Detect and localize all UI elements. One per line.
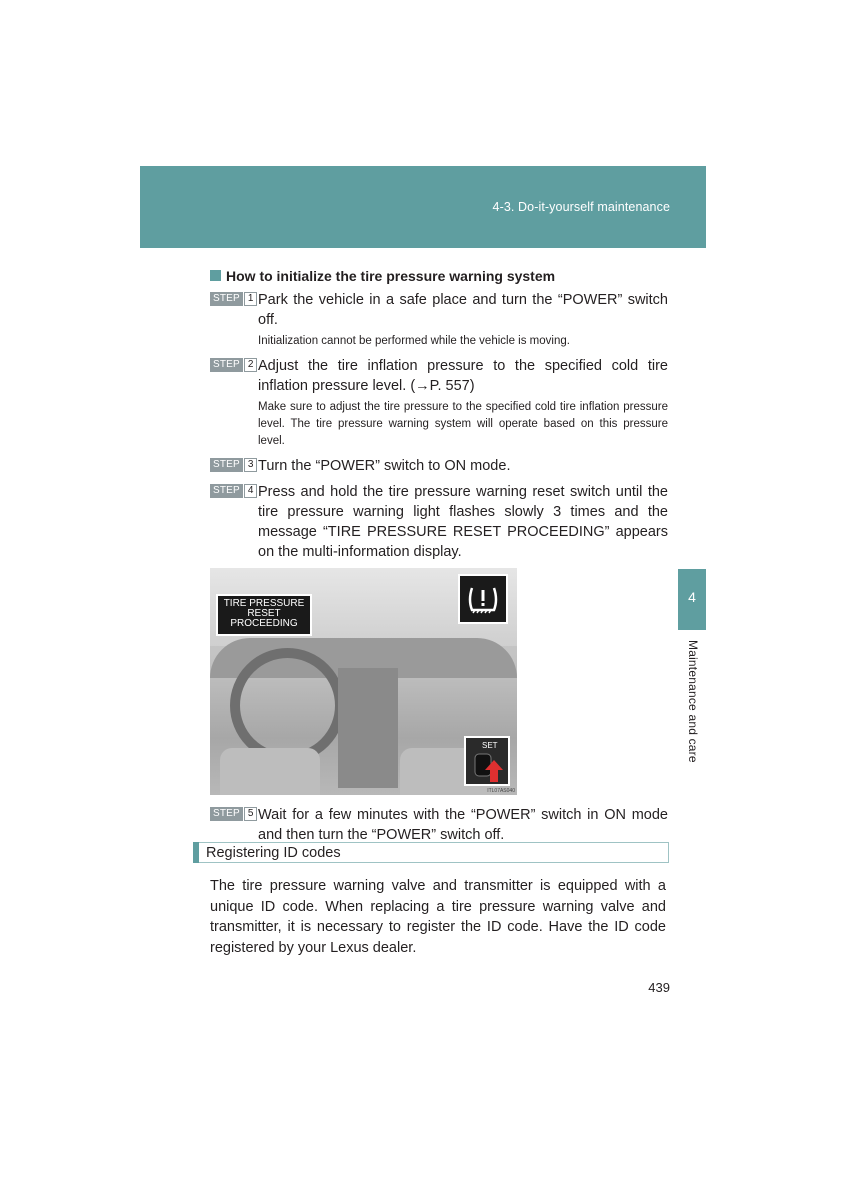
step-number: 2 [244,358,258,372]
steering-wheel [230,648,345,763]
step-number: 1 [244,292,258,306]
step-word: STEP [210,292,243,306]
square-bullet-icon [210,270,221,281]
step-1 [210,290,668,350]
subheading-text: How to initialize the tire pressure warning system [226,268,556,284]
header-bar [140,166,706,248]
tire-pressure-warning-icon [458,574,508,624]
step-badge [210,358,257,372]
step-note: Make sure to adjust the tire pressure to the specified cold tire inflation pressure level. The tire pressure warning system will operate based on this pressure level. [258,401,668,447]
page-number: 439 [648,980,670,995]
section-accent-bar [193,842,199,863]
section-body: The tire pressure warning valve and transmitter is equipped with a unique ID code. When replacing a tire pressure warning valve and transmitter, it is necessary to register the ID code. Have the ID code registered by your Lexus dealer. [210,878,666,956]
step-number: 3 [244,458,258,472]
step-3 [210,456,668,476]
subheading [210,268,668,284]
figure-code: ITL07AS040 [487,788,515,794]
main-content [210,268,668,851]
step-number: 5 [244,807,258,821]
chapter-number: 4 [688,589,696,605]
step-word: STEP [210,807,243,821]
display-line: RESET [247,608,281,619]
step-2 [210,356,668,450]
chapter-label: Maintenance and care [686,640,700,763]
center-console [338,668,398,788]
step-badge [210,292,257,306]
step-word: STEP [210,358,243,372]
step-word: STEP [210,484,243,498]
display-line: TIRE PRESSURE [223,598,305,609]
step-text: Press and hold the tire pressure warning reset switch until the tire pressure warning light flashes slowly 3 times and the message “TIRE PRESSURE RESET PROCEEDING” appears on the multi-information display. [258,484,668,560]
step-badge [210,484,257,498]
display-line: PROCEEDING [230,618,298,629]
step-4 [210,482,668,562]
step-badge [210,807,257,821]
step-text: Turn the “POWER” switch to ON mode. [258,458,511,474]
step-text: Wait for a few minutes with the “POWER” switch in ON mode and then turn the “POWER” switch off. [258,807,668,843]
chapter-tab [678,569,706,630]
section-title: Registering ID codes [206,845,341,861]
step-note: Initialization cannot be performed while the vehicle is moving. [258,335,570,347]
section-breadcrumb: 4-3. Do-it-yourself maintenance [492,200,670,214]
step-5 [210,805,668,845]
set-label: SET [482,741,498,750]
step-badge [210,458,257,472]
driver-seat [220,748,320,795]
section-heading [193,842,669,863]
step-text: Park the vehicle in a safe place and turn the “POWER” switch off. [258,292,668,328]
reset-switch-callout [464,736,510,786]
step-text: Adjust the tire inflation pressure to the specified cold tire inflation pressure level. (→P. 557) [258,358,668,394]
dashboard-photo [210,568,517,795]
step-number: 4 [244,484,258,498]
multi-information-display-callout [216,594,312,636]
step-word: STEP [210,458,243,472]
